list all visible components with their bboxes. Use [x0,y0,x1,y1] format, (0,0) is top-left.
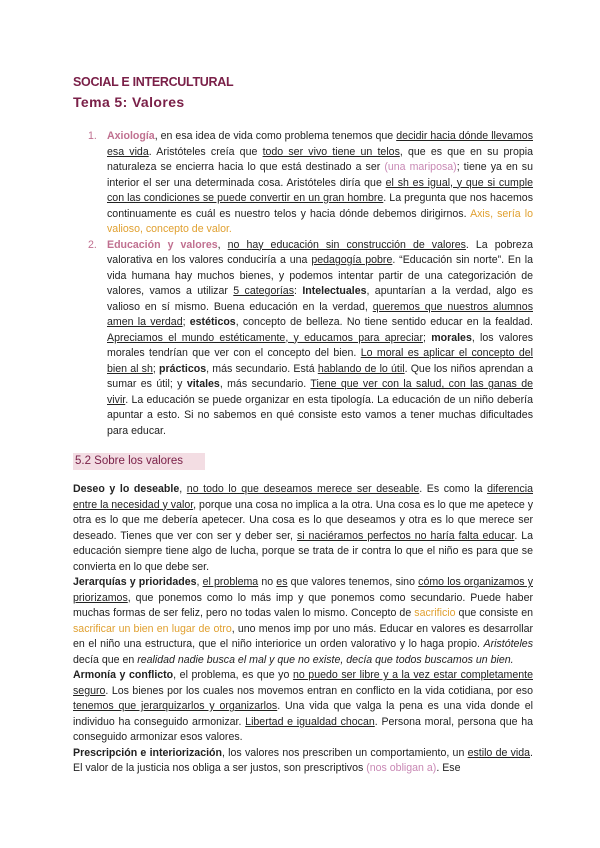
text: . Una vida que valga la pena es una vida donde el individuo ha conseguido armonizar. [73,700,533,728]
paragraph [73,746,533,777]
underlined-text: es [276,576,288,588]
text: decía que en [73,653,138,666]
bold-text: Armonía y conflicto [73,669,174,681]
list-term: Educación y valores [107,238,218,251]
text: , uno menos imp por uno más. Educar en valores es desarrollar en el niño una estructura, que el niño interiorice un orden valorativo y lo haga propio. [73,622,534,650]
highlighted-text: (una mariposa) [384,161,457,173]
underlined-text: Apreciamos el mundo estéticamente, y educamos para apreciar [107,331,423,344]
text: . Aristóteles creía que [148,145,263,158]
underlined-text: no todo lo que deseamos merece ser deseable [186,483,420,495]
underlined-text: todo ser vivo tiene un telos [262,145,400,158]
underlined-text: decidir hacia dónde llevamos esa vida [107,130,533,158]
underlined-text: queremos que nuestros alumnos amen la verdad [107,300,533,328]
text: . Que los niños aprendan a sumar es útil; y [107,362,534,390]
list-number: 2. [88,238,97,251]
bold-text: Intelectuales [302,285,367,297]
highlighted-text: (nos obligan a) [366,762,437,774]
text: , en esa idea de vida como problema tenemos que [154,130,397,142]
text: . Persona moral, persona que ha conseguido armonizar esos valores. [73,715,533,743]
text: . Es como la [419,483,488,495]
text: . “Educación sin norte”. En la vida humana hay muchos bienes, y podemos intentar partir de una categorización de valores, vamos a utilizar [107,254,533,297]
highlighted-text: Axis, sería lo valioso, concepto de valor. [107,207,534,235]
text: , los valores morales tendrían que ver con el concepto del bien. [107,331,534,359]
bold-text: Jerarquías y prioridades [73,576,197,588]
bold-text: vitales [186,378,220,390]
italic-text: Aristóteles [483,638,533,650]
text: , que es que en su propia naturaleza se encierra hacia lo que está destinado a ser [107,145,533,173]
underlined-text: Libertad e igualdad chocan [245,715,375,728]
underlined-text: hablando de lo útil [317,362,405,375]
section-heading: 5.2 Sobre los valores [73,453,205,470]
text: , [196,576,203,588]
text: que consiste en [455,607,533,619]
bold-text: prácticos [159,362,207,375]
text: . Los bienes por los cuales nos movemos entran en conflicto en la vida cotidiana, por eso [105,684,533,697]
underlined-text: diferencia entre la necesidad y valor [73,483,533,511]
underlined-text: 5 categorías [233,285,294,297]
numbered-list [88,129,533,439]
text: , [217,238,228,251]
text: . Ese [436,762,461,774]
text: . El valor de la justicia nos obliga a ser justos, son prescriptivos [73,746,533,774]
list-term: Axiología [107,130,155,142]
text: . La educación se puede organizar en esta tipología. La educación de un niño debería apuntar a esto. Si no sabemos en qué consiste esto vamos a tener muchas dificultades para educar. [107,393,533,437]
text: , que ponemos como lo más imp y que ponemos como secundario. Puede haber muchas formas de ser feliz, pero no todas valen lo mismo. Concepto de [73,591,533,619]
text: , concepto de belleza. No tiene sentido educar en la fealdad. [235,316,533,328]
underlined-text: Tiene que ver con la salud, con las ganas de vivir [107,378,533,406]
highlighted-text: sacrificio [414,607,456,619]
text: : [294,285,303,297]
paragraph [73,482,533,575]
bold-text: Prescripción e interiorización [73,746,222,759]
text: . La educación siempre tiene algo de lucha, porque se trata de ir contra lo que el niño es para que se convierta en lo que debe ser. [73,529,534,573]
topic-title: Tema 5: Valores [73,94,185,110]
list-item [88,238,533,440]
underlined-text: el problema [202,576,259,588]
text: , el problema, es que yo [173,669,293,681]
highlighted-text: sacrificar un bien en lugar de otro [73,622,232,635]
underlined-text: Lo moral es aplicar el concepto del bien al sh [107,347,533,375]
text: , más secundario. [219,378,311,390]
list-number: 1. [88,130,97,142]
underlined-text: el sh es igual, y que si cumple con las condiciones se puede convertir en un gran hombre [107,176,534,204]
text: , apuntarían a la verdad, algo es valioso en sí mismo. Buena educación en la verdad, [107,285,533,313]
text: ; tiene ya en su interior el ser una determinada cosa. Aristóteles diría que [107,161,533,189]
underlined-text: no puedo ser libre y a la vez estar completamente seguro [73,669,533,697]
bold-text: estéticos [189,316,236,328]
text: , más secundario. Está [206,362,318,375]
underlined-text: si naciéramos perfectos no haría falta educar [296,529,515,542]
text: ; [182,316,190,328]
text: . La pregunta que nos hacemos continuamente es cuál es nuestro telos y hacia dónde debemos dirigirnos. [107,192,533,220]
text: ; [152,362,159,375]
text: no [258,576,277,588]
underlined-text: tenemos que jerarquizarlos y organizarlos [73,700,278,712]
paragraph [73,668,533,746]
text: , los valores nos prescriben un comportamiento, un [221,746,468,759]
underlined-text: no hay educación sin construcción de valores [227,238,466,251]
text: , [179,483,187,495]
italic-text: realidad nadie busca el mal y que no existe, decía que todos buscamos un bien. [137,653,514,666]
bold-text: morales [431,331,472,344]
text: , porque una cosa no implica a la otra. Una cosa es lo que me apetece y otra es lo que me debería apetecer. Una cosa es lo que deseamos y otra es lo que merece ser deseado. Tienes que ver con ser y deber ser, [73,498,533,542]
text: que valores tenemos, sino [287,576,419,588]
list-item [88,129,533,238]
text: . La pobreza valorativa en los valores conduciría a una [107,238,533,266]
section-body [73,482,533,777]
course-title: SOCIAL E INTERCULTURAL [73,75,234,89]
paragraph [73,575,533,668]
underlined-text: pedagogía pobre [311,254,393,266]
bold-text: Deseo y lo deseable [73,483,180,495]
text: ; [422,331,432,344]
underlined-text: cómo los organizamos y priorizamos [73,576,534,604]
underlined-text: estilo de vida [467,746,531,759]
